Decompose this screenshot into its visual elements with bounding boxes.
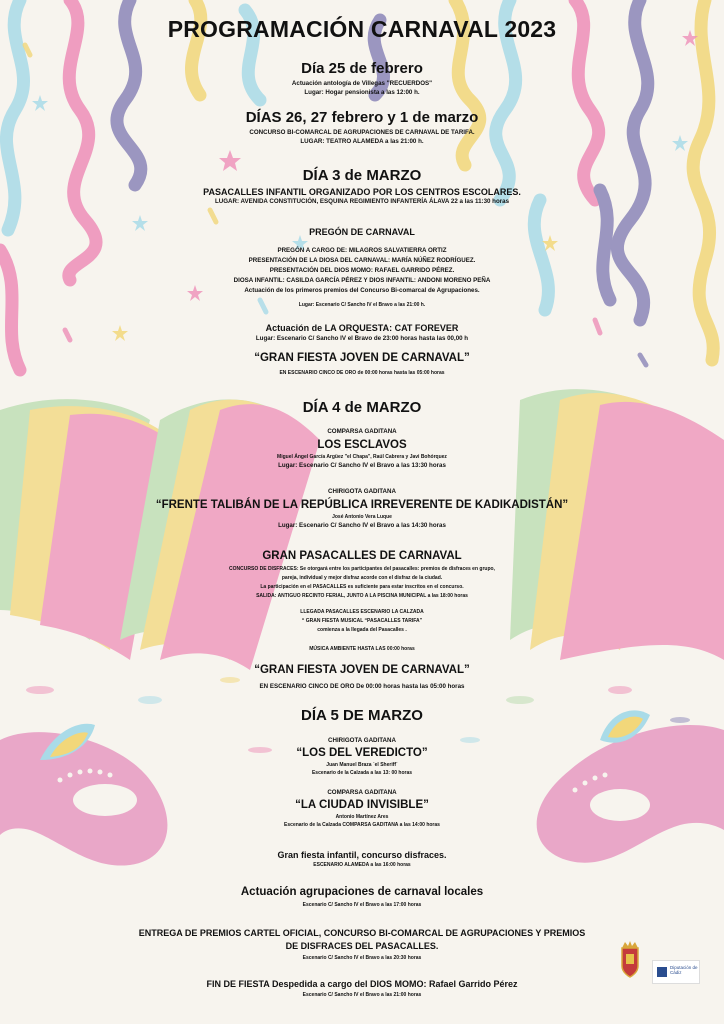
mar4-chirigota-name: “FRENTE TALIBÁN DE LA REPÚBLICA IRREVERENTE DE KADIKADISTÁN” — [155, 499, 569, 511]
mar4-comparsa-label: COMPARSA GADITANA — [327, 428, 397, 435]
mar4-chirigota-place: Lugar: Escenario C/ Sancho IV el Bravo a las 14:30 horas — [278, 522, 446, 529]
mar4-comparsa-authors: Miguel Ángel García Argüez "el Chapa", Raúl Cabrera y Javi Bohórquez — [277, 454, 447, 460]
orquesta-place: Lugar: Escenario C/ Sancho IV el Bravo de 23:00 horas hasta las 00,00 h — [255, 335, 469, 342]
pasacalles-line: SALIDA: ANTIGUO RECINTO FERIAL, JUNTO A LA PISCINA MUNICIPAL a las 18:00 horas — [256, 593, 468, 599]
pasacalles-line: La participación en el PASACALLES es suficiente para estar inscritos en el concurso. — [260, 584, 464, 590]
musical-sub: comienza a la llegada del Pasacalles . — [317, 627, 407, 633]
mar4-chirigota-author: José Antonio Vera Luque — [332, 514, 392, 520]
pasacalles-line: CONCURSO DE DISFRACES: Se otorgará entre los participantes del pasacalles: premios de disfraces en grupo, — [229, 566, 495, 572]
agrupaciones-locales: Actuación agrupaciones de carnaval locales — [240, 886, 484, 898]
mar3-fiesta: “GRAN FIESTA JOVEN DE CARNAVAL” — [254, 352, 470, 364]
entrega-premios-place: Escenario C/ Sancho IV el Bravo a las 20:30 horas — [302, 955, 422, 961]
mar5-chirigota-place: Escenario de la Calzada a las 13: 00 horas — [311, 770, 413, 776]
feb26-line2: LUGAR: TEATRO ALAMEDA a las 21:00 h. — [300, 138, 424, 145]
pregon-line: PREGÓN A CARGO DE: MILAGROS SALVATIERRA ORTIZ — [277, 247, 447, 254]
feb26-line1: CONCURSO BI-COMARCAL DE AGRUPACIONES DE CARNAVAL DE TARIFA. — [249, 129, 475, 136]
agrupaciones-locales-place: Escenario C/ Sancho IV el Bravo a las 17:00 horas — [302, 902, 422, 908]
mar3-fiesta-place: EN ESCENARIO CINCO DE ORO de 00:00 horas hasta las 05:00 horas — [279, 370, 445, 376]
pregon-line: Actuación de los primeros premios del Concurso Bi-comarcal de Agrupaciones. — [244, 287, 480, 294]
llegada: LLEGADA PASACALLES ESCENARIO LA CALZADA — [300, 609, 424, 615]
feb25-line2: Lugar: Hogar pensionista a las 12:00 h. — [304, 89, 420, 96]
diputacion-cadiz-logo — [652, 960, 700, 984]
orquesta: Actuación de LA ORQUESTA: CAT FOREVER — [265, 323, 459, 333]
mar4-heading: DÍA 4 de MARZO — [302, 399, 422, 416]
mar5-chirigota-author: Juan Manuel Braza ´el Sheriff´ — [326, 762, 398, 768]
mar5-comparsa-name: “LA CIUDAD INVISIBLE” — [295, 799, 429, 811]
mar4-comparsa-name: LOS ESCLAVOS — [317, 439, 407, 451]
mar4-chirigota-label: CHIRIGOTA GADITANA — [328, 488, 396, 495]
fiesta-infantil: Gran fiesta infantil, concurso disfraces. — [277, 850, 447, 860]
entrega-premios-line1: ENTREGA DE PREMIOS CARTEL OFICIAL, CONCURSO BI-COMARCAL DE AGRUPACIONES Y PREMIOS — [138, 928, 586, 938]
feb25-line1: Actuación antología de Villegas "RECUERDOS" — [291, 80, 433, 87]
feb26-heading: DÍAS 26, 27 febrero y 1 de marzo — [245, 109, 479, 126]
diputacion-logo-text: Diputación de Cádiz — [670, 965, 698, 976]
mar5-chirigota-name: “LOS DEL VEREDICTO” — [296, 747, 428, 759]
fin-de-fiesta: FIN DE FIESTA Despedida a cargo del DIOS MOMO: Rafael Garrido Pérez — [206, 979, 518, 989]
tarifa-coat-of-arms-logo — [616, 940, 644, 980]
mar4-fiesta: “GRAN FIESTA JOVEN DE CARNAVAL” — [254, 664, 470, 676]
pasacalles-heading: GRAN PASACALLES DE CARNAVAL — [262, 550, 462, 562]
mar5-comparsa-author: Antonio Martínez Ares — [335, 814, 389, 820]
mar3-heading: DÍA 3 de MARZO — [302, 167, 422, 184]
musica-ambiente: MÚSICA AMBIENTE HASTA LAS 00:00 horas — [309, 646, 415, 652]
pregon-line: DIOSA INFANTIL: CASILDA GARCÍA PÉREZ Y DIOS INFANTIL: ANDONI MORENO PEÑA — [233, 277, 491, 284]
mar4-comparsa-place: Lugar: Escenario C/ Sancho IV el Bravo a las 13:30 horas — [278, 462, 446, 469]
feb25-heading: Día 25 de febrero — [301, 60, 423, 77]
pasacalles-line: pareja, individual y mejor disfraz acorde con el disfraz de la ciudad. — [281, 575, 443, 581]
mar3-pasacalles-place: LUGAR: AVENIDA CONSTITUCIÓN, ESQUINA REGIMIENTO INFANTERÍA ÁLAVA 22 a las 11:30 horas — [214, 198, 510, 205]
pregon-place: Lugar: Escenario C/ Sancho IV el Bravo a las 21:00 h. — [298, 302, 426, 308]
poster-title: PROGRAMACIÓN CARNAVAL 2023 — [167, 16, 557, 42]
pregon-heading: PREGÓN DE CARNAVAL — [309, 227, 415, 237]
diputacion-emblem-icon — [656, 966, 668, 978]
fin-de-fiesta-place: Escenario C/ Sancho IV el Bravo a las 21:00 horas — [302, 992, 422, 998]
entrega-premios-line2: DE DISFRACES DEL PASACALLES. — [285, 941, 439, 951]
pregon-line: PRESENTACIÓN DE LA DIOSA DEL CARNAVAL: MARÍA NÚÑEZ RODRÍGUEZ. — [248, 257, 476, 264]
mar5-heading: DÍA 5 DE MARZO — [301, 707, 423, 724]
mar5-chirigota-label: CHIRIGOTA GADITANA — [328, 737, 396, 744]
mar5-comparsa-place: Escenario de la Calzada COMPARSA GADITANA a las 14:00 horas — [284, 822, 440, 828]
mar5-comparsa-label: COMPARSA GADITANA — [327, 789, 397, 796]
mar3-pasacalles: PASACALLES INFANTIL ORGANIZADO POR LOS CENTROS ESCOLARES. — [203, 187, 521, 197]
fiesta-infantil-place: ESCENARIO ALAMEDA a las 16:00 horas — [313, 862, 411, 868]
musical: “ GRAN FIESTA MUSICAL “PASACALLES TARIFA” — [301, 618, 423, 624]
mar4-fiesta-place: EN ESCENARIO CINCO DE ORO De 00:00 horas hasta las 05:00 horas — [259, 683, 465, 690]
pregon-line: PRESENTACIÓN DEL DIOS MOMO: RAFAEL GARRIDO PÉREZ. — [269, 267, 455, 274]
